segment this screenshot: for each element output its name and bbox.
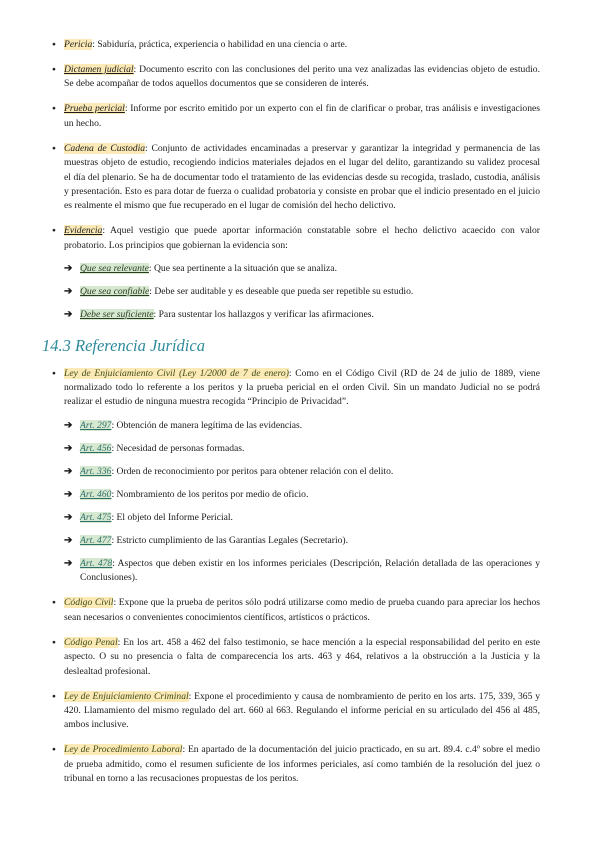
article-ref: Art. 478 bbox=[80, 557, 113, 569]
article-text: : Aspectos que deben existir en los informes periciales (Descripción, Relación detallada de las operaciones y Conclusiones). bbox=[80, 557, 540, 584]
definition-prueba-pericial bbox=[42, 102, 540, 131]
arrow-icon: ➔ bbox=[64, 309, 73, 321]
term-lpl: Ley de Procedimiento Laboral bbox=[64, 744, 183, 756]
definition-text: : Aquel vestigio que puede aportar información constatable sobre el hecho delictivo acaecido con valor probatorio. Los principios que gobiernan la evidencia son: bbox=[64, 225, 540, 251]
article-ref: Art. 460 bbox=[80, 488, 112, 500]
reference-text: : Expone que la prueba de peritos sólo podrá utilizarse como medio de prueba cuando para apreciar los hechos sean necesarios o convenientes conocimientos científicos, artísticos o prácticos. bbox=[64, 597, 540, 623]
term-pericia: Pericia bbox=[64, 39, 93, 50]
arrow-icon: ➔ bbox=[64, 511, 73, 523]
term-confiable: Que sea confiable bbox=[80, 286, 150, 298]
term-lecrim: Ley de Enjuiciamiento Criminal bbox=[64, 690, 189, 702]
arrow-icon: ➔ bbox=[64, 442, 73, 454]
reference-text: : En apartado de la documentación del juicio practicado, en su art. 89.4. c.4º sobre el medio de prueba admitido, como el resumen suficiente de los informes periciales, así como también de la resolución del juez o tribunal en torno a las recusaciones propuestas de los peritos. bbox=[64, 744, 540, 785]
arrow-icon: ➔ bbox=[64, 534, 73, 546]
arrow-icon: ➔ bbox=[64, 419, 73, 431]
definition-text: : Informe por escrito emitido por un experto con el fin de clarificar o probar, tras análisis e investigaciones un hecho. bbox=[64, 103, 541, 129]
reference-lpl bbox=[42, 743, 540, 786]
definitions-list bbox=[42, 38, 540, 323]
principle-confiable bbox=[64, 285, 540, 299]
article-item bbox=[64, 488, 540, 502]
term-lec: Ley de Enjuiciamiento Civil (Ley 1/2000 de 7 de enero) bbox=[64, 367, 289, 379]
arrow-icon: ➔ bbox=[64, 465, 73, 477]
article-ref: Art. 475 bbox=[80, 511, 112, 523]
article-text: : Obtención de manera legítima de las evidencias. bbox=[111, 419, 303, 431]
principle-relevante bbox=[64, 262, 540, 276]
arrow-icon: ➔ bbox=[64, 263, 73, 275]
definition-cadena-custodia bbox=[42, 142, 540, 214]
reference-text: : En los art. 458 a 462 del falso testimonio, se hace mención a la especial responsabilidad del perito en este aspecto. O su no presencia o falta de comparecencia los arts. 463 y 464, relativos a la obstrucción a la Justicia y la deslealtad profesional. bbox=[64, 636, 540, 677]
principle-text: : Que sea pertinente a la situación que se analiza. bbox=[148, 263, 337, 275]
article-item bbox=[64, 534, 540, 548]
term-suficiente: Debe ser suficiente bbox=[80, 309, 154, 321]
principle-text: : Para sustentar los hallazgos y verificar las afirmaciones. bbox=[153, 309, 374, 321]
article-item bbox=[64, 465, 540, 479]
reference-text: : Expone el procedimiento y causa de nombramiento de perito en los arts. 175, 339, 365 y 420. Llamamiento del mismo regulado del art. 660 al 663. Regulando el informe pericial en su articulado del 456 al 485, ambos inclusive. bbox=[64, 690, 540, 731]
article-text: : El objeto del Informe Pericial. bbox=[111, 511, 233, 523]
arrow-icon: ➔ bbox=[64, 286, 73, 298]
term-codigo-civil: Código Civil bbox=[64, 597, 114, 609]
section-heading: 14.3 Referencia Jurídica bbox=[42, 335, 205, 355]
article-text: : Necesidad de personas formadas. bbox=[111, 442, 245, 454]
definition-text: : Documento escrito con las conclusiones del perito una vez analizadas las evidencias objeto de estudio. Se debe acompañar de todos aquellos documentos que se consideren de interés. bbox=[64, 64, 541, 90]
article-item bbox=[64, 442, 540, 456]
legal-references-list bbox=[42, 367, 540, 787]
term-prueba-pericial: Prueba pericial bbox=[64, 103, 125, 115]
reference-codigo-civil bbox=[42, 596, 540, 625]
article-text: : Estricto cumplimiento de las Garantías Legales (Secretario). bbox=[111, 534, 349, 546]
term-evidencia: Evidencia bbox=[64, 225, 103, 237]
article-text: : Orden de reconocimiento por peritos para obtener relación con el delito. bbox=[111, 465, 394, 477]
reference-lecrim bbox=[42, 690, 540, 733]
evidence-principles-list bbox=[64, 262, 540, 322]
article-ref: Art. 456 bbox=[80, 442, 112, 454]
article-item bbox=[64, 511, 540, 525]
definition-pericia bbox=[42, 38, 540, 52]
term-codigo-penal: Código Penal bbox=[64, 636, 118, 648]
article-ref: Art. 477 bbox=[80, 534, 112, 546]
principle-suficiente bbox=[64, 308, 540, 322]
definition-dictamen-judicial bbox=[42, 63, 540, 92]
definition-text: : Conjunto de actividades encaminadas a preservar y garantizar la integridad y permanencia de las muestras objeto de estudio, recogiendo indicios materiales dejados en el lugar del delito, garantizando su validez procesal el día del plenario. Se ha de documentar todo el tratamiento de las evidencias desde su recogida, traslado, custodia, análisis y presentación. Esto es para dotar de fuerza o cualidad probatoria y consiste en probar que el indicio presentado en el juicio es realmente el mismo que fue recuperado en el lugar de comisión del hecho delictivo. bbox=[64, 142, 540, 212]
arrow-icon: ➔ bbox=[64, 488, 73, 500]
term-dictamen-judicial: Dictamen judicial bbox=[64, 64, 134, 75]
reference-text: : Como en el Código Civil (RD de 24 de julio de 1889, viene normalizado todo lo referente a los peritos y la prueba pericial en el orden Civil. Sin un mandato Judicial no se podrá realizar el estudio de ninguna muestra recogida “Principio de Privacidad”. bbox=[64, 367, 540, 408]
article-ref: Art. 297 bbox=[80, 419, 112, 431]
arrow-icon: ➔ bbox=[64, 557, 73, 569]
definition-evidencia bbox=[42, 224, 540, 322]
article-item bbox=[64, 557, 540, 586]
definition-text: : Sabiduría, práctica, experiencia o habilidad en una ciencia o arte. bbox=[92, 39, 348, 50]
principle-text: : Debe ser auditable y es deseable que pueda ser repetible su estudio. bbox=[149, 286, 414, 298]
reference-lec bbox=[42, 367, 540, 586]
term-relevante: Que sea relevante bbox=[80, 263, 149, 275]
lec-articles-list bbox=[64, 419, 540, 586]
reference-codigo-penal bbox=[42, 636, 540, 679]
article-ref: Art. 336 bbox=[80, 465, 112, 477]
article-text: : Nombramiento de los peritos por medio de oficio. bbox=[111, 488, 309, 500]
article-item bbox=[64, 419, 540, 433]
term-cadena-custodia: Cadena de Custodia bbox=[64, 142, 146, 154]
